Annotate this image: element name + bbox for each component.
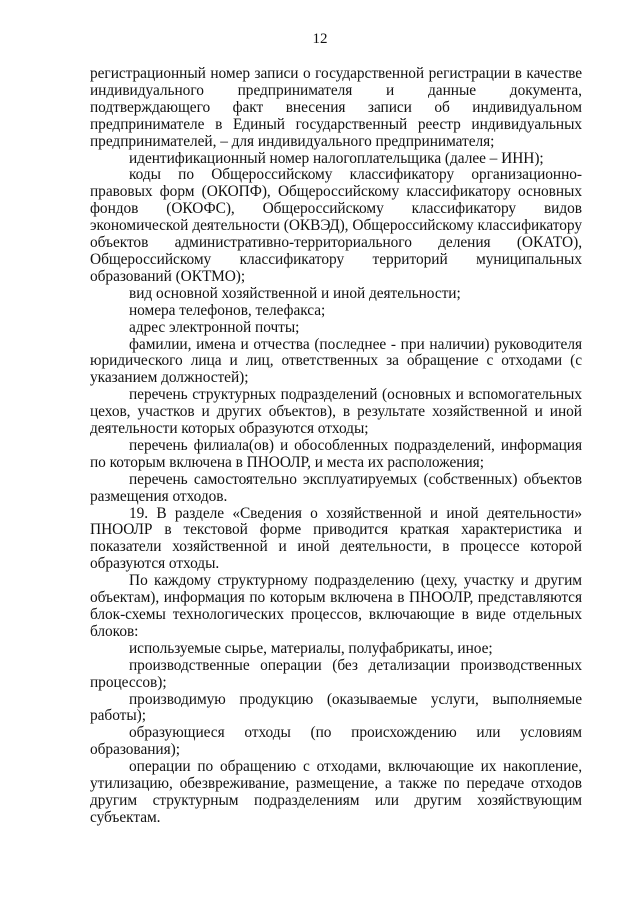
paragraph-responsible-persons: фамилии, имена и отчества (последнее - при наличии) руководителя юридического лица и лиц, ответственных за обращение с отходами (с указанием должностей); <box>90 335 582 387</box>
paragraph-phone-numbers: номера телефонов, телефакса; <box>129 301 326 319</box>
paragraph-section-19: 19. В разделе «Сведения о хозяйственной и иной деятельности» ПНООЛР в текстовой форме приводится краткая характеристика и показатели хозяйственной и иной деятельности, в процессе которой образуются отходы. <box>90 504 582 573</box>
paragraph-classifier-codes: коды по Общероссийскому классификатору организационно-правовых форм (ОКОПФ), Общероссийскому классификатору основных фондов (ОКОФС), Общероссийскому классификатору видов экономической деятельности (ОКВЭД), Общероссийскому классификатору объектов административно-территориального деления (ОКАТО), Общероссийскому классификатору территорий муниципальных образований (ОКТМО); <box>90 166 582 285</box>
paragraph-main-activity: вид основной хозяйственной и иной деятельности; <box>129 284 461 302</box>
paragraph-generated-waste: образующиеся отходы (по происхождению или условиям образования); <box>90 724 582 759</box>
paragraph-production-operations: производственные операции (без детализации производственных процессов); <box>90 656 582 691</box>
paragraph-waste-operations: операции по обращению с отходами, включающие их накопление, утилизацию, обезвреживание, размещение, а также по передаче отходов другим структурным подразделениям или другим хозяйствующим субъектам. <box>90 758 582 826</box>
paragraph-products: производимую продукцию (оказываемые услуги, выполняемые работы); <box>90 690 582 725</box>
paragraph-block-diagrams: По каждому структурному подразделению (цеху, участку и другим объектам), информация по которым включена в ПНООЛР, представляются блок-схемы технологических процессов, включающие в виде отдельных блоков: <box>90 572 582 640</box>
document-body <box>90 66 582 827</box>
paragraph-disposal-objects: перечень самостоятельно эксплуатируемых (собственных) объектов размещения отходов. <box>90 470 582 505</box>
page-number: 12 <box>312 31 328 47</box>
paragraph-email: адрес электронной почты; <box>129 318 300 336</box>
paragraph-registration-number: регистрационный номер записи о государственной регистрации в качестве индивидуального предпринимателя и данные документа, подтверждающего факт внесения записи об индивидуальном предпринимателе в Единый государственный реестр индивидуальных предпринимателей, – для индивидуального предпринимателя; <box>90 65 582 150</box>
paragraph-branches: перечень филиала(ов) и обособленных подразделений, информация по которым включена в ПНООЛР, и места их расположения; <box>90 436 582 471</box>
paragraph-inn: идентификационный номер налогоплательщика (далее – ИНН); <box>129 149 544 167</box>
paragraph-structural-units: перечень структурных подразделений (основных и вспомогательных цехов, участков и других объектов), в результате хозяйственной и иной деятельности которых образуются отходы; <box>90 386 582 438</box>
paragraph-raw-materials: используемые сырье, материалы, полуфабрикаты, иное; <box>129 639 493 657</box>
